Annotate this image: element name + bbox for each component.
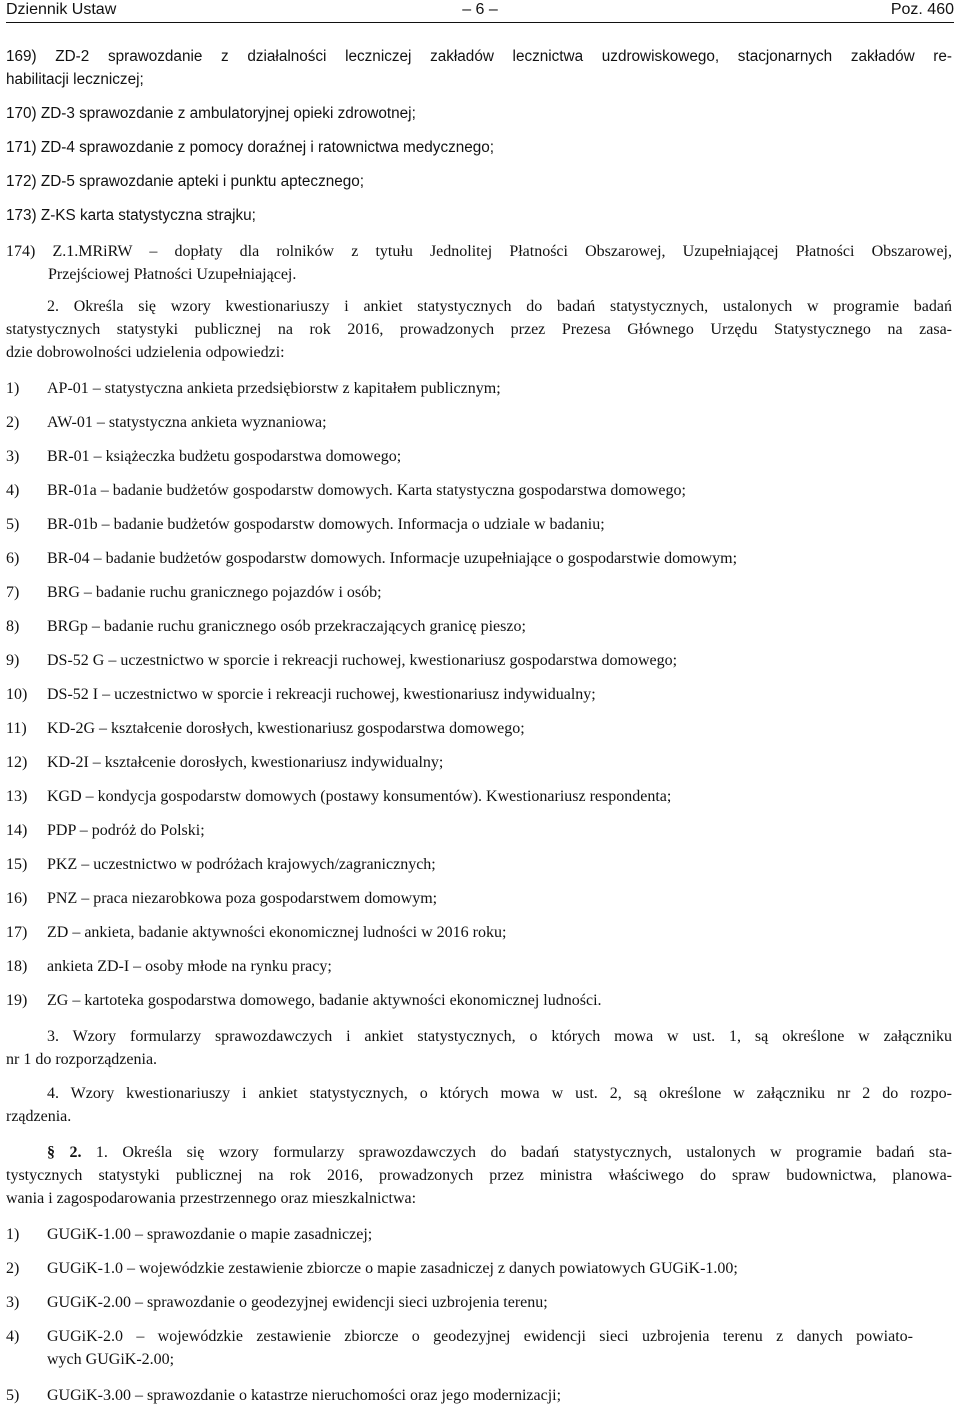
list-item	[6, 786, 952, 807]
paragraph-line: 2. Określa się wzory kwestionariuszy i ankiet statystycznych do badań statystycznych, ustalonych w programie badań	[47, 298, 952, 315]
list-item: 174) Z.1.MRiRW – dopłaty dla rolników z tytułu Jednolitej Płatności Obszarowej, Uzupełniającej Płatności Obszarowej,	[6, 243, 952, 260]
list-text: KD-2G – kształcenie dorosłych, kwestionariusz gospodarstwa domowego;	[47, 720, 525, 737]
list-item	[6, 650, 952, 671]
list-text: GUGiK-1.0 – wojewódzkie zestawienie zbiorcze o mapie zasadniczej z danych powiatowych GUGiK-1.00;	[47, 1260, 738, 1277]
journal-title: Dziennik Ustaw	[6, 1, 117, 18]
list-text: ankieta ZD-I – osoby młode na rynku pracy;	[47, 958, 332, 975]
list-item	[6, 718, 952, 739]
list-text: PKZ – uczestnictwo w podróżach krajowych/zagranicznych;	[47, 856, 436, 873]
list-item	[6, 684, 952, 705]
list-number: 19)	[6, 992, 28, 1009]
list-text: PDP – podróż do Polski;	[47, 822, 205, 839]
list-item	[6, 1292, 952, 1313]
list-number: 2)	[6, 414, 20, 431]
list-text: PNZ – praca niezarobkowa poza gospodarstwem domowym;	[47, 890, 438, 907]
list-text: BR-04 – badanie budżetów gospodarstw domowych. Informacje uzupełniające o gospodarstwie domowym;	[47, 550, 738, 567]
list-number: 1)	[6, 1226, 20, 1243]
paragraph-line: 1. Określa się wzory formularzy sprawozdawczych do badań statystycznych, ustalonych w programie badań sta-	[81, 1144, 952, 1161]
list-item	[6, 752, 952, 773]
section-paragraph	[47, 1142, 952, 1163]
list-item-continuation: wych GUGiK-2.00;	[47, 1351, 175, 1368]
page-header	[6, 0, 954, 23]
list-item-continuation: Przejściowej Płatności Uzupełniającej.	[48, 266, 297, 283]
list-number: 15)	[6, 856, 28, 873]
list-item: 170) ZD-3 sprawozdanie z ambulatoryjnej opieki zdrowotnej;	[6, 105, 416, 122]
paragraph-line: 4. Wzory kwestionariuszy i ankiet statystycznych, o których mowa w ust. 2, są określone w załączniku nr 2 do rozpo-	[47, 1085, 952, 1102]
list-number: 6)	[6, 550, 20, 567]
list-text: ZD – ankieta, badanie aktywności ekonomicznej ludności w 2016 roku;	[47, 924, 507, 941]
list-item	[6, 480, 952, 501]
list-item	[6, 1326, 952, 1347]
list-item	[6, 854, 952, 875]
list-item	[6, 1385, 952, 1406]
list-text: AW-01 – statystyczna ankieta wyznaniowa;	[47, 414, 327, 431]
list-text: GUGiK-2.0 – wojewódzkie zestawienie zbiorcze o geodezyjnej ewidencji sieci uzbrojenia terenu z danych powiato-	[47, 1328, 913, 1345]
list-number: 16)	[6, 890, 28, 907]
list-text: BR-01a – badanie budżetów gospodarstw domowych. Karta statystyczna gospodarstwa domowego;	[47, 482, 686, 499]
list-item-continuation: habilitacji leczniczej;	[6, 71, 144, 88]
list-text: GUGiK-3.00 – sprawozdanie o katastrze nieruchomości oraz jego modernizacji;	[47, 1387, 562, 1404]
list-number: 5)	[6, 1387, 20, 1404]
list-text: BRG – badanie ruchu granicznego pojazdów i osób;	[47, 584, 382, 601]
list-text: DS-52 I – uczestnictwo w sporcie i rekreacji ruchowej, kwestionariusz indywidualny;	[47, 686, 596, 703]
list-number: 3)	[6, 1294, 20, 1311]
list-number: 4)	[6, 1328, 20, 1345]
section-label: § 2.	[47, 1144, 82, 1161]
list-item	[6, 990, 952, 1011]
list-item	[6, 582, 952, 603]
list-item	[6, 1258, 952, 1279]
list-item	[6, 446, 952, 467]
paragraph-line: 3. Wzory formularzy sprawozdawczych i ankiet statystycznych, o których mowa w ust. 1, są określone w załączniku	[47, 1028, 952, 1045]
list-number: 18)	[6, 958, 28, 975]
list-number: 9)	[6, 652, 20, 669]
list-number: 10)	[6, 686, 28, 703]
list-text: BRGp – badanie ruchu granicznego osób przekraczających granicę pieszo;	[47, 618, 526, 635]
list-item	[6, 1224, 952, 1245]
list-item	[6, 820, 952, 841]
list-number: 14)	[6, 822, 28, 839]
list-item	[6, 514, 952, 535]
paragraph-line: nr 1 do rozporządzenia.	[6, 1051, 158, 1068]
list-number: 2)	[6, 1260, 20, 1277]
list-number: 13)	[6, 788, 28, 805]
paragraph-line: tystycznych statystyki publicznej na rok 2016, prowadzonych przez ministra właściwego do spraw budownictwa, planowa-	[6, 1167, 952, 1184]
list-number: 12)	[6, 754, 28, 771]
list-item	[6, 888, 952, 909]
paragraph-line: statystycznych statystyki publicznej na rok 2016, prowadzonych przez Prezesa Głównego Urzędu Statystycznego na zasa-	[6, 321, 952, 338]
paragraph-line: wania i zagospodarowania przestrzennego oraz mieszkalnictwa:	[6, 1190, 417, 1207]
list-number: 1)	[6, 380, 20, 397]
list-text: KGD – kondycja gospodarstw domowych (postawy konsumentów). Kwestionariusz respondenta;	[47, 788, 672, 805]
list-item	[6, 956, 952, 977]
list-number: 4)	[6, 482, 20, 499]
paragraph-line: dzie dobrowolności udzielenia odpowiedzi:	[6, 344, 285, 361]
list-item	[6, 548, 952, 569]
position-number: Poz. 460	[890, 1, 954, 18]
list-item	[6, 412, 952, 433]
list-text: DS-52 G – uczestnictwo w sporcie i rekreacji ruchowej, kwestionariusz gospodarstwa domowego;	[47, 652, 678, 669]
list-item	[6, 922, 952, 943]
list-number: 5)	[6, 516, 20, 533]
list-text: AP-01 – statystyczna ankieta przedsiębiorstw z kapitałem publicznym;	[47, 380, 501, 397]
list-number: 7)	[6, 584, 20, 601]
paragraph-line: rządzenia.	[6, 1108, 72, 1125]
list-item: 173) Z-KS karta statystyczna strajku;	[6, 207, 256, 224]
list-item	[6, 378, 952, 399]
list-item: 169) ZD-2 sprawozdanie z działalności leczniczej zakładów lecznictwa uzdrowiskowego, stacjonarnych zakładów re-	[6, 48, 952, 65]
list-number: 17)	[6, 924, 28, 941]
list-number: 8)	[6, 618, 20, 635]
list-number: 3)	[6, 448, 20, 465]
list-item: 172) ZD-5 sprawozdanie apteki i punktu aptecznego;	[6, 173, 364, 190]
list-number: 11)	[6, 720, 27, 737]
list-text: BR-01b – badanie budżetów gospodarstw domowych. Informacja o udziale w badaniu;	[47, 516, 605, 533]
list-text: BR-01 – książeczka budżetu gospodarstwa domowego;	[47, 448, 402, 465]
list-text: GUGiK-1.00 – sprawozdanie o mapie zasadniczej;	[47, 1226, 373, 1243]
list-item	[6, 616, 952, 637]
list-text: GUGiK-2.00 – sprawozdanie o geodezyjnej ewidencji sieci uzbrojenia terenu;	[47, 1294, 548, 1311]
page-number: – 6 –	[462, 1, 498, 18]
list-text: ZG – kartoteka gospodarstwa domowego, badanie aktywności ekonomicznej ludności.	[47, 992, 602, 1009]
list-item: 171) ZD-4 sprawozdanie z pomocy doraźnej i ratownictwa medycznego;	[6, 139, 495, 156]
list-text: KD-2I – kształcenie dorosłych, kwestionariusz indywidualny;	[47, 754, 444, 771]
